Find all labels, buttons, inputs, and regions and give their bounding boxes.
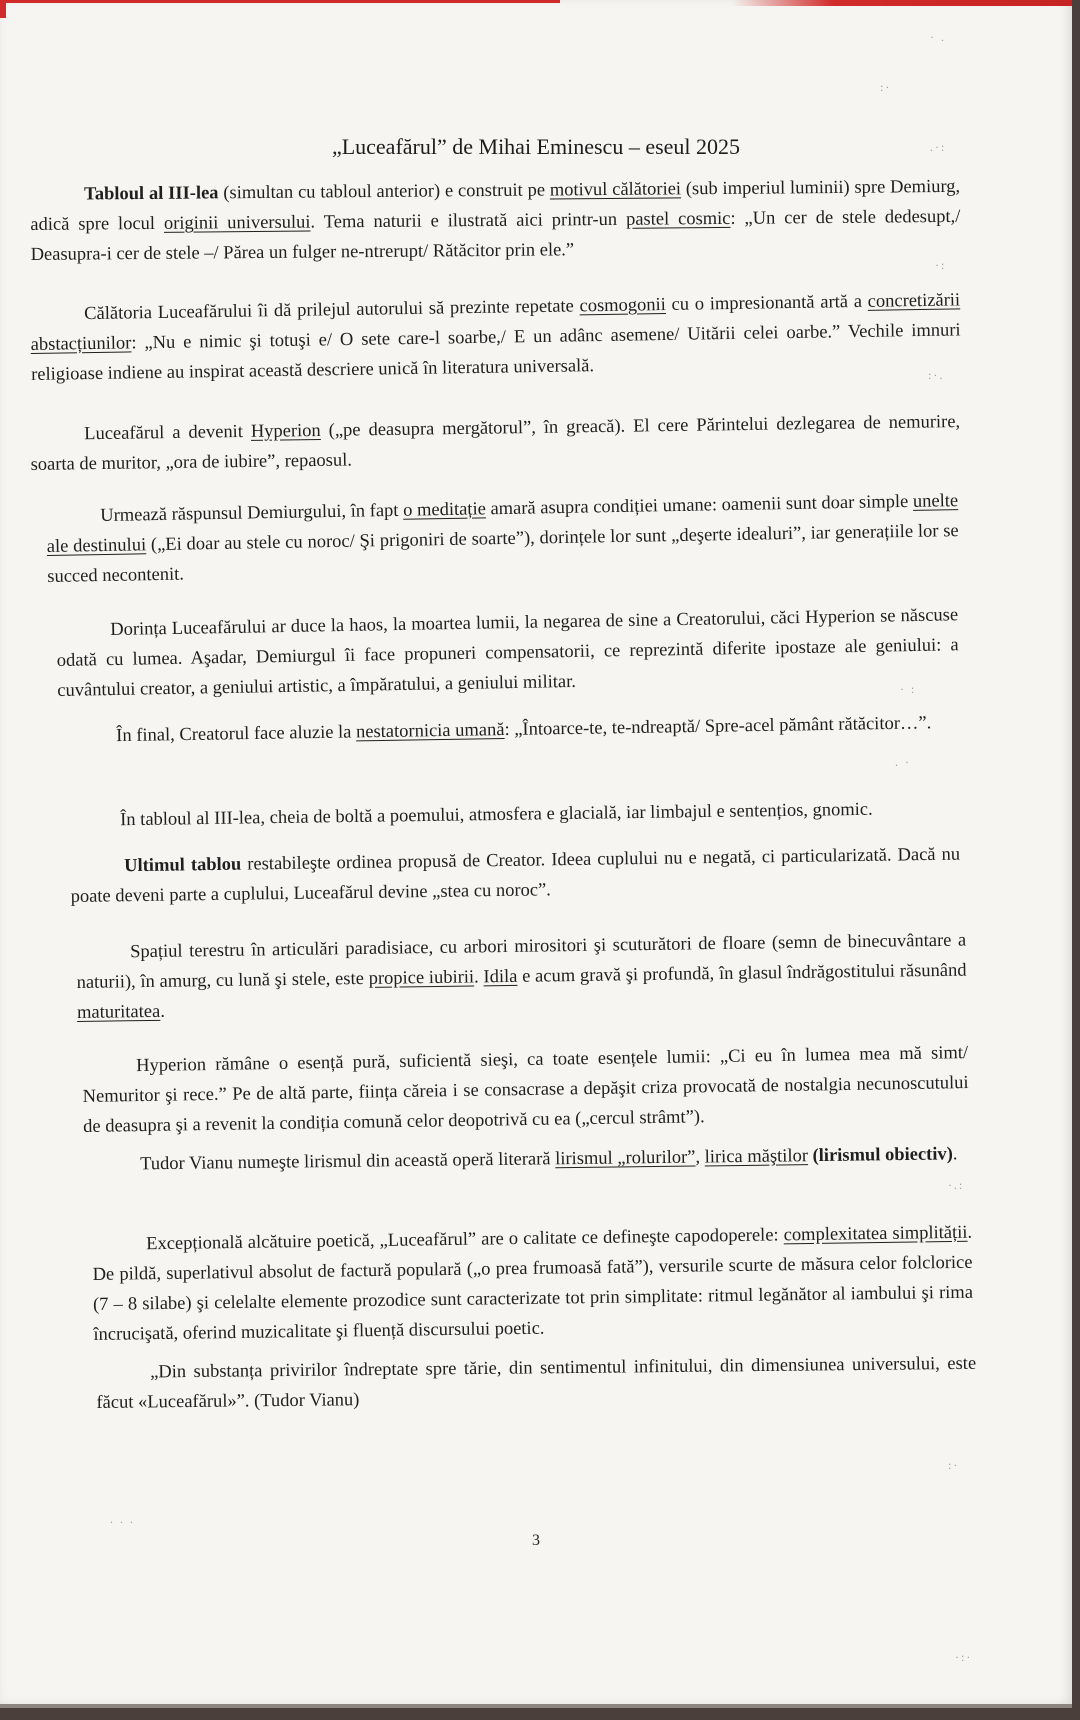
underlined-phrase: concretizării abstacțiunilor [30,290,961,355]
page-number: 3 [532,1532,540,1549]
underlined-phrase: o meditație [402,499,487,521]
text-run: : „Un cer de stele dedesupt,/ Deasupra-i cer de stele –/ Părea un fulger ne-ntrerupt/ Rătăcitor prin ele.” [30,206,961,265]
text-run: Hyperion rămâne o esență pură, suficientă sieşi, ca toate esențele lumii: „Ci eu în lumea mea mă simt/ Nemuritor şi rece.” Pe de altă parte, ființa căreia i se consacrase a depăşit criza provocată de nostalgia necunoscutului de deasupra şi a revenit la condiția comună celor deopotrivă cu ea („cercul strâmt”). [82,1043,969,1137]
bold-phrase: Ultimul tablou [124,854,242,877]
red-top-edge-right [732,0,1072,6]
scan-speck: ·:· [955,1650,973,1664]
text-run: cu o impresionantă artă a [665,291,868,316]
text-run: Dorința Luceafărului ar duce la haos, la moartea lumii, la negarea de sine a Creatorului, căci Hyperion se născuse odată cu lumea. Aşadar, Demiurgul îi face propuneri compensatorii, ce reprezintă diferite ipostaze ale geniului: a cuvântului creator, a geniului artistic, a împăratului, a geniului militar. [56,605,959,701]
scan-speck: :· [948,1458,960,1472]
paragraph-dorinta [56,600,959,706]
text-run: . [160,1001,166,1022]
text-run: restabileşte ordinea propusă de Creator. Ideea cuplului nu e negată, ci particularizată. Dacă nu poate deveni parte a cuplului, Luceafărul devine „stea cu noroc”. [70,844,961,907]
paragraph-raspunsul-demiurgului [46,486,959,592]
paragraph-citat-vianu [96,1349,977,1418]
text-run: „Din substanța privirilor îndreptate spre tărie, din sentimentul infinitului, din dimensiunea universului, este făcut «Luceafărul»”. (Tudor Vianu) [96,1353,977,1413]
underlined-phrase: cosmogonii [579,295,667,317]
text-run: (simultan cu tabloul anterior) e construit pe [218,180,550,204]
red-corner-mark [0,0,6,18]
text-run: În tabloul al III-lea, cheia de boltă a poemului, atmosfera e glacială, iar limbajul e sentențios, gnomic. [120,799,873,831]
paragraph-ultimul-tablou [70,840,961,912]
text-run: . [952,1144,958,1165]
bold-phrase: (lirismul obiectiv) [812,1144,953,1167]
paragraph-cheia-de-bolta [66,794,958,836]
scan-speck: ·: [935,258,947,272]
underlined-phrase: originii universului [163,212,311,234]
paragraph-tudor-vianu [86,1139,970,1180]
paragraph-esenta-pura [82,1038,969,1142]
red-top-edge [0,0,560,3]
underlined-phrase: complexitatea simplității [783,1222,968,1246]
paragraph-in-final [62,708,958,752]
text-run: . Tema naturii e ilustrată aici printr-un [310,209,627,233]
text-run: („pe deasupra mergătorul”, în greacă). El cere Părintelui dezlegarea de nemurire, soarta de muritor, „ora de iubire”, repaosul. [30,412,961,475]
scan-speck: . · [895,755,911,769]
text-run: : „Nu e nimic şi totuşi e/ O sete care-l soarbe,/ E un adânc asemene/ Uitării celei oarbe.” Vechile imnuri religioase indiene au inspirat această descriere unică în literatura universală. [31,320,961,385]
text-run: . [473,967,484,988]
scan-speck: . . . [110,1512,135,1526]
scan-speck: · : [900,682,917,696]
underlined-phrase: Idila [483,966,518,988]
underlined-phrase: nestatornicia umană [355,720,505,743]
underlined-phrase: lirica măştilor [704,1146,809,1168]
text-run: În final, Creatorul face aluzie la [116,722,357,747]
scan-speck: .·: [930,140,947,154]
scan-speck: :· [880,80,892,94]
underlined-phrase: pastel cosmic [625,208,731,230]
text-run: Spațiul terestru în articulări paradisiace, cu arbori mirositori şi scuturători de floare (semn de binecuvântare a naturii), în amurg, cu lună şi stele, este [76,930,967,993]
scan-speck: ·.: [948,1178,965,1192]
paragraph-exceptionala-alcatuire [92,1218,974,1350]
text-run: Călătoria Luceafărului îi dă prilejul autorului să prezinte repetate [84,296,580,325]
text-run: amară asupra condiției umane: oamenii sunt doar simple [485,491,914,520]
page-bottom-edge [0,1704,1072,1708]
scan-speck: :·. [928,368,945,382]
underlined-phrase: maturitatea [76,1001,161,1023]
text-run: , [695,1147,705,1168]
underlined-phrase: unelte ale destinului [46,491,959,557]
text-run: Tudor Vianu numeşte lirismul din această operă literară [140,1149,556,1175]
text-run: e acum gravă şi profundă, în glasul îndrăgostitului răsunând [517,960,967,987]
underlined-phrase: propice iubirii [368,967,475,989]
document-title: „Luceafărul” de Mihai Eminescu – eseul 2025 [331,134,741,159]
underlined-phrase: Hyperion [250,420,321,442]
paragraph-tabloul-iii [30,172,961,270]
text-run: („Ei doar au stele cu noroc/ Şi prigoniri de soarte”), dorințele lor sunt „deşerte idealuri”, iar generațiile lor se succed necontenit. [47,521,959,587]
underlined-phrase: motivul călătoriei [549,179,682,201]
text-run: . De pildă, superlativul absolut de factură populară („o prea frumoasă fată”), versurile scurte de măsura celor folclorice (7 – 8 silabe) şi celelalte elemente prozodice sunt caracterizate tot prin simplitate: ritmul legănător al iambului şi rima încrucişată, oferind muzicalitate şi fluență discursului poetic. [92,1222,974,1345]
text-run: Urmează răspunsul Demiurgului, în fapt [100,500,404,527]
paragraph-calatoria [30,285,961,390]
scan-speck: · . [930,30,946,44]
underlined-phrase: lirismul „rolurilor” [555,1147,696,1170]
paragraph-hyperion [30,407,961,480]
text-run: (sub imperiul luminii) spre Demiurg, adică spre locul [30,176,961,235]
text-run: Luceafărul a devenit [84,421,252,445]
paragraph-spatiul-terestru [76,926,967,1028]
text-run: Excepțională alcătuire poetică, „Luceafărul” are o calitate ce defineşte capodoperele: [146,1225,784,1255]
bold-phrase: Tabloul al III-lea [84,183,219,205]
text-run: : „Întoarce-te, te-ndreaptă/ Spre-acel pământ rătăcitor…”. [504,713,932,741]
